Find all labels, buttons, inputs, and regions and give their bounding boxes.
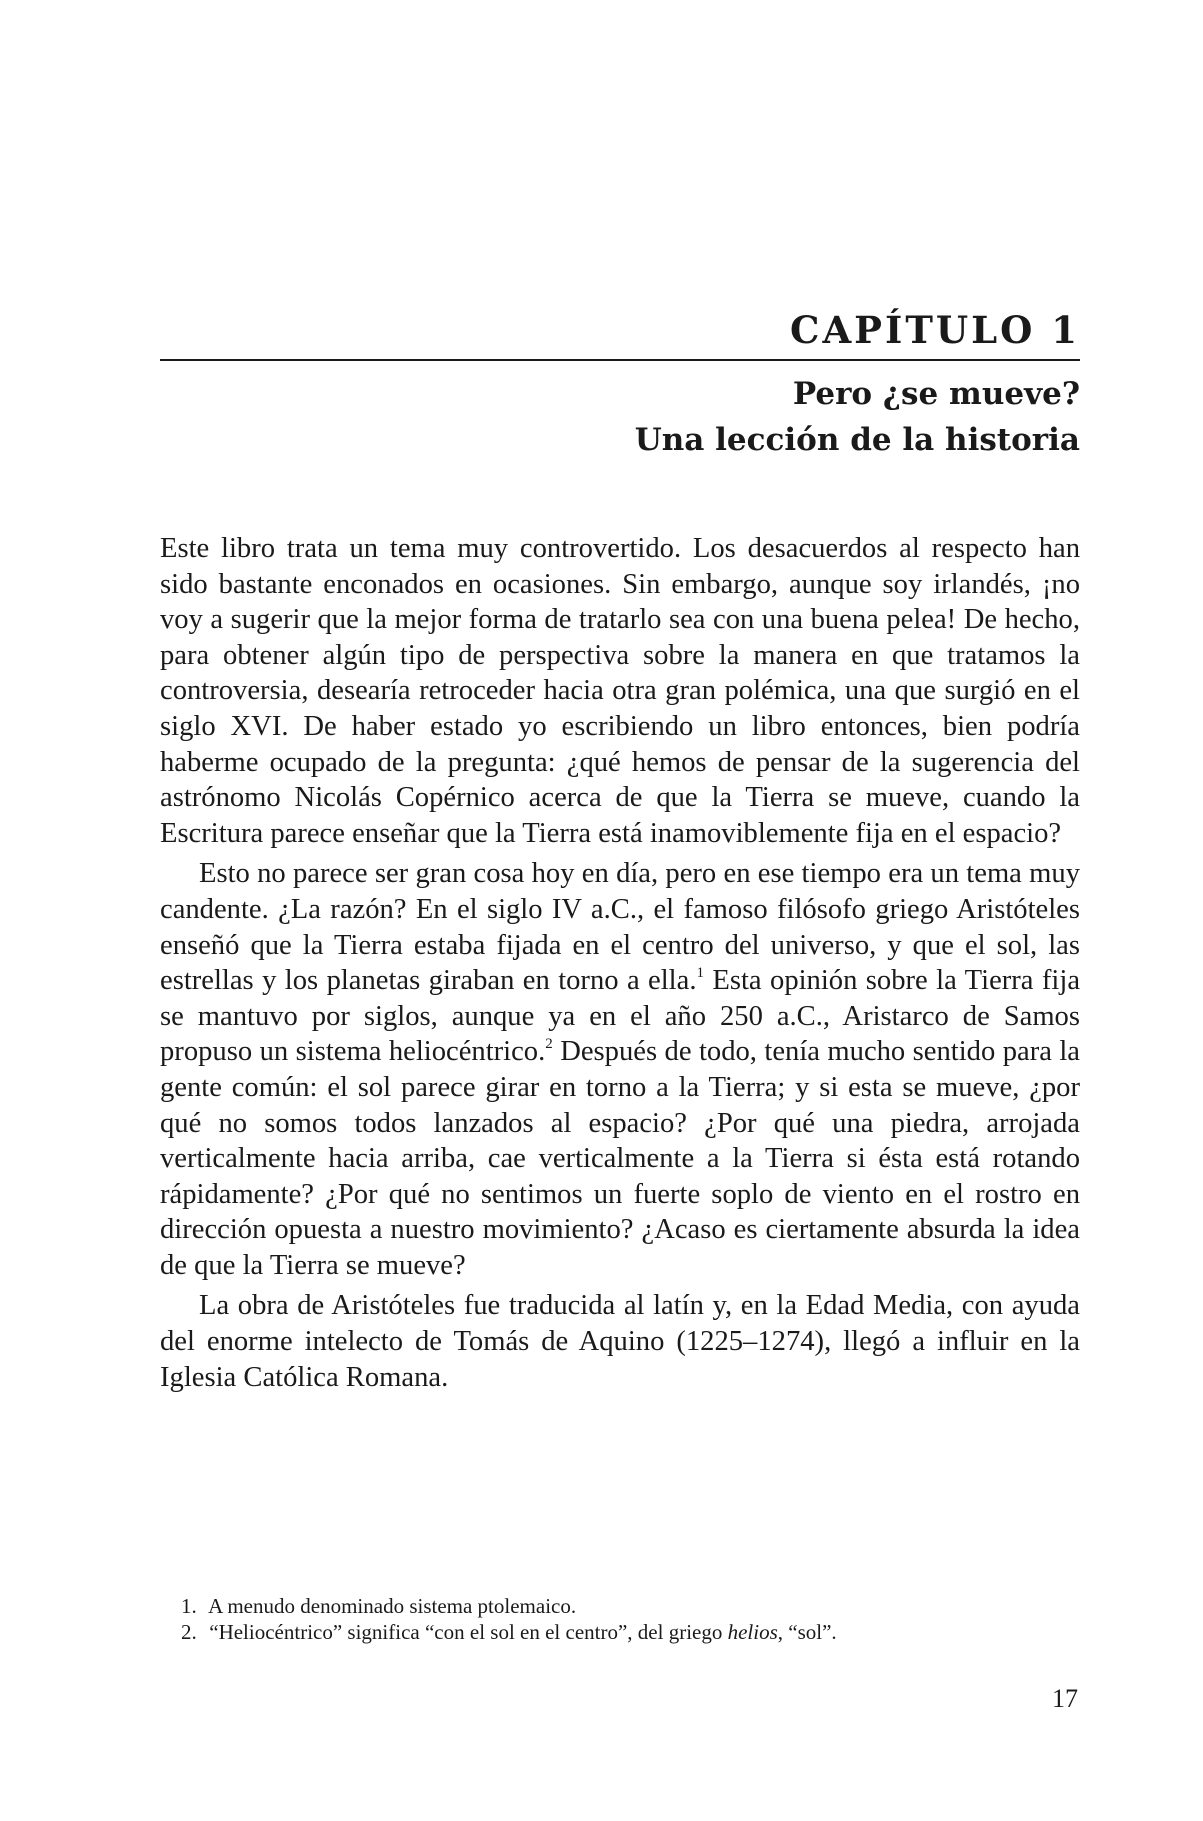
paragraph-2: [160, 856, 1080, 1283]
paragraph-2-part-3: Después de todo, tenía mucho sentido para la gente común: el sol parece girar en torno a la Tierra; y si esta se mueve, ¿por qué no somos todos lanzados al espacio? ¿Por qué una piedra, arrojada verticalmente hacia arriba, cae verticalmente a la Tierra si ésta está rotando rápidamente? ¿Por qué no sentimos un fuerte soplo de viento en el rostro en dirección opuesta a nuestro movimiento? ¿Acaso es ciertamente absurda la idea de que la Tierra se mueve?: [160, 1036, 1081, 1281]
footnote-2-italic-term: helios: [727, 1620, 778, 1644]
footnote-1: [181, 1593, 1081, 1619]
paragraph-1: Este libro trata un tema muy controvertido. Los desacuerdos al respecto han sido bastante enconados en ocasiones. Sin embargo, aunque soy irlandés, ¡no voy a sugerir que la mejor forma de tratarlo sea con una buena pelea! De hecho, para obtener algún tipo de perspectiva sobre la manera en que tratamos la controversia, desearía retroceder hacia otra gran polémica, una que surgió en el siglo XVI. De haber estado yo escribiendo un libro entonces, bien podría haberme ocupado de la pregunta: ¿qué hemos de pensar de la sugerencia del astrónomo Nicolás Copérnico acerca de que la Tierra se mueve, cuando la Escritura parece enseñar que la Tierra está inamoviblemente fija en el espacio?: [160, 533, 1080, 849]
body-text: [160, 531, 1080, 1400]
footnotes: [181, 1593, 1081, 1645]
paragraph-3: La obra de Aristóteles fue traducida al latín y, en la Edad Media, con ayuda del enorme intelecto de Tomás de Aquino (1225–1274), llegó a influir en la Iglesia Católica Romana.: [160, 1290, 1080, 1393]
footnote-2-text-before: “Heliocéntrico” significa “con el sol en el centro”, del griego: [209, 1620, 728, 1644]
footnote-2-number: 2.: [181, 1620, 197, 1644]
footnote-ref-1: 1: [696, 965, 704, 982]
chapter-title-line-1: Pero ¿se mueve?: [792, 376, 1080, 412]
footnote-2: [181, 1619, 1081, 1645]
paragraph-2-part-1: Esto no parece ser gran cosa hoy en día, pero en ese tiempo era un tema muy candente. ¿La razón? En el siglo IV a.C., el famoso filósofo griego Aristóteles enseñó que la Tierra estaba fijada en el centro del universo, y que el sol, las estrellas y los planetas giraban en torno a ella.: [160, 858, 1080, 997]
page-number: 17: [1052, 1684, 1078, 1713]
chapter-title: [160, 371, 1080, 463]
paragraph-2-part-2: Esta opinión sobre la Tierra fija se mantuvo por siglos, aunque ya en el año 250 a.C., Aristarco de Samos propuso un sistema heliocéntrico.: [160, 965, 1081, 1068]
footnote-ref-2: 2: [545, 1036, 553, 1053]
footnote-2-text-after: , “sol”.: [777, 1620, 837, 1644]
chapter-title-line-2: Una lección de la historia: [634, 422, 1080, 458]
chapter-rule: [160, 359, 1080, 361]
chapter-header: [160, 305, 1080, 463]
footnote-1-number: 1.: [181, 1594, 197, 1618]
footnote-1-text: A menudo denominado sistema ptolemaico.: [208, 1594, 577, 1618]
chapter-label: CAPÍTULO 1: [790, 308, 1080, 352]
